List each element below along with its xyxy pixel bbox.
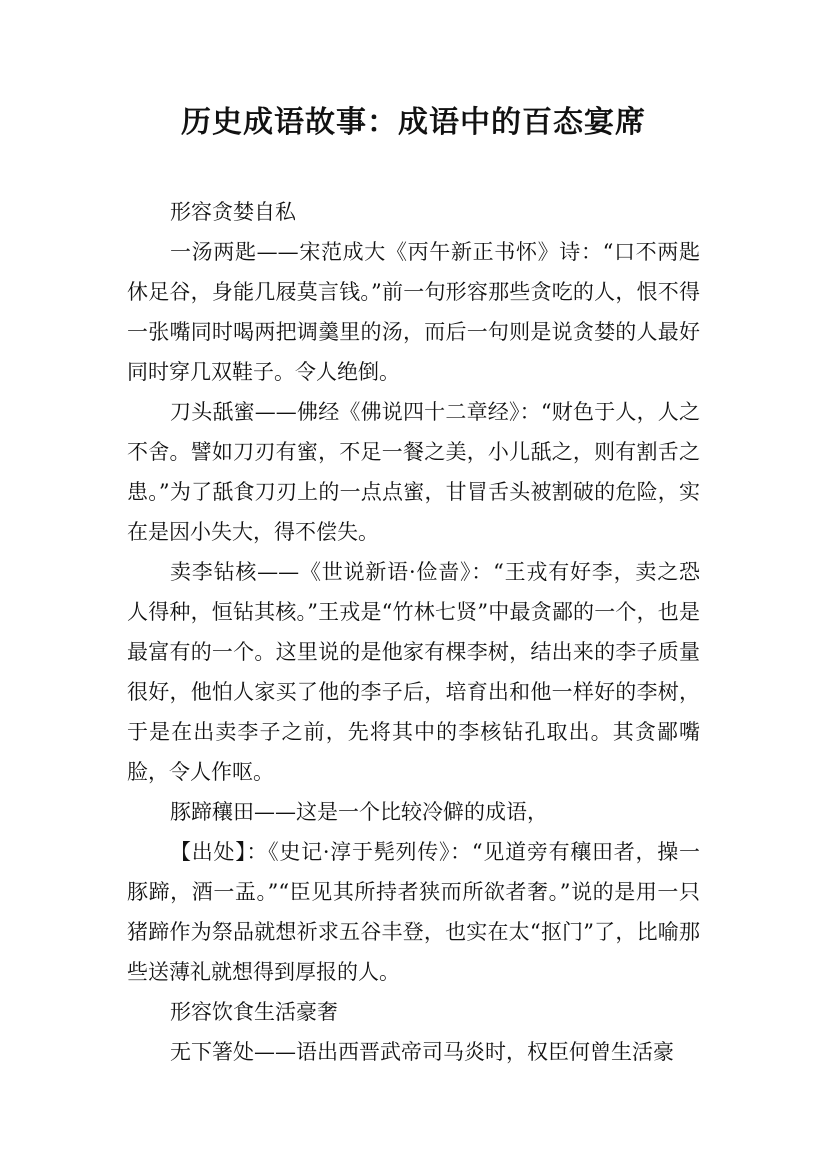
paragraph-source: 【出处】：《史记·淳于髡列传》：“见道旁有穰田者，操一豚蹄，酒一盂。”“臣见其所持者狭而所欲者奢。”说的是用一只猪蹄作为祭品就想祈求五谷丰登，也实在太“抠门”了，比喻那些送薄礼就想得到厚报的人。 (127, 840, 700, 984)
document-body (127, 192, 700, 1072)
document-title: 历史成语故事：成语中的百态宴席 (181, 105, 646, 140)
paragraph-yitang-liangchi: 一汤两匙——宋范成大《丙午新正书怀》诗：“口不两匙休足谷，身能几屐莫言钱。”前一句形容那些贪吃的人，恨不得一张嘴同时喝两把调羹里的汤，而后一句则是说贪婪的人最好同时穿几双鞋子。令人绝倒。 (127, 240, 700, 384)
paragraph-tunti-rangtian: 豚蹄穰田——这是一个比较冷僻的成语， (170, 800, 548, 824)
paragraph-wuxia-zhuchu: 无下箸处——语出西晋武帝司马炎时，权臣何曾生活豪 (170, 1040, 674, 1064)
section-heading-luxury: 形容饮食生活豪奢 (170, 1000, 338, 1024)
paragraph-maili-zuanhe: 卖李钻核——《世说新语·俭啬》：“王戎有好李，卖之恐人得种，恒钻其核。”王戎是“竹林七贤”中最贪鄙的一个，也是最富有的一个。这里说的是他家有棵李树，结出来的李子质量很好，他怕人家买了他的李子后，培育出和他一样好的李树，于是在出卖李子之前，先将其中的李核钻孔取出。其贪鄙嘴脸，令人作呕。 (127, 560, 700, 784)
section-heading-greedy: 形容贪婪自私 (170, 200, 296, 224)
paragraph-daotou-shimi: 刀头舐蜜——佛经《佛说四十二章经》：“财色于人，人之不舍。譬如刀刃有蜜，不足一餐之美，小儿舐之，则有割舌之患。”为了舐食刀刃上的一点点蜜，甘冒舌头被割破的危险，实在是因小失大，得不偿失。 (127, 400, 700, 544)
